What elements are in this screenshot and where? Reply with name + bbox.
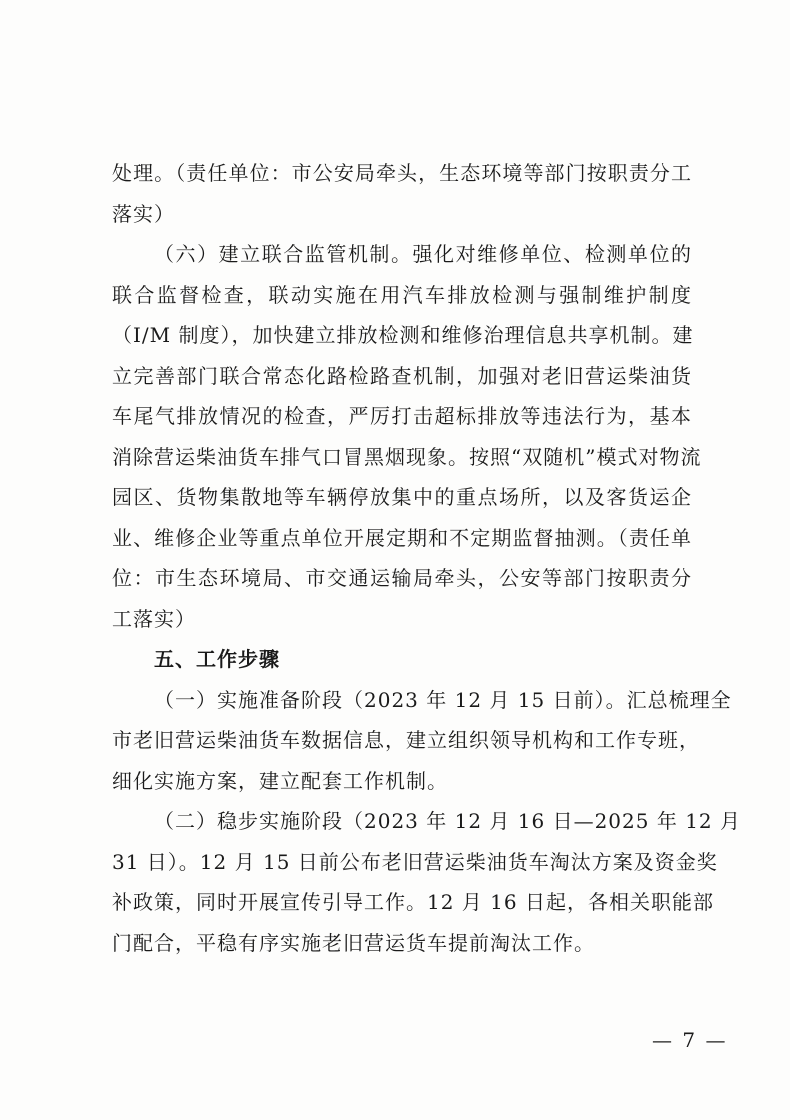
text-line: （I/M 制度），加快建立排放检测和维修治理信息共享机制。建 <box>112 323 694 347</box>
paragraph-responsibility-public-security <box>112 153 692 234</box>
section-heading <box>112 639 692 680</box>
text-line: 联合监督检查，联动实施在用汽车排放检测与强制维护制度 <box>112 282 692 307</box>
page-number: — 7 — <box>652 1028 728 1052</box>
paragraph-implementation-stage <box>112 801 742 963</box>
heading-work-steps: 五、工作步骤 <box>154 647 280 671</box>
text-line: 车尾气排放情况的检查，严厉打击超标排放等违法行为，基本 <box>112 404 692 428</box>
text-line: 园区、货物集散地等车辆停放集中的重点场所，以及客货运企 <box>112 485 692 509</box>
text-line: 处理。（责任单位：市公安局牵头，生态环境等部门按职责分工 <box>112 161 692 185</box>
text-line: 补政策，同时开展宣传引导工作。12 月 16 日起，各相关职能部 <box>112 890 714 914</box>
text-line: 31 日）。12 月 15 日前公布老旧营运柴油货车淘汰方案及资金奖 <box>112 849 718 874</box>
text-line: （六）建立联合监管机制。强化对维修单位、检测单位的 <box>154 242 692 266</box>
text-line: 立完善部门联合常态化路检路查机制，加强对老旧营运柴油货 <box>112 363 692 388</box>
text-line: 市老旧营运柴油货车数据信息，建立组织领导机构和工作专班， <box>112 728 700 752</box>
text-line: （一）实施准备阶段（2023 年 12 月 15 日前）。汇总梳理全 <box>154 687 732 712</box>
text-line: 落实） <box>112 201 175 226</box>
document-body <box>112 153 742 963</box>
text-line: 门配合，平稳有序实施老旧营运货车提前淘汰工作。 <box>112 930 595 955</box>
text-line: 消除营运柴油货车排气口冒黑烟现象。按照“双随机”模式对物流 <box>112 444 702 469</box>
paragraph-preparation-stage <box>112 680 732 802</box>
text-line: 业、维修企业等重点单位开展定期和不定期监督抽测。（责任单 <box>112 525 692 550</box>
text-line: 工落实） <box>112 606 196 631</box>
text-line: 位：市生态环境局、市交通运输局牵头，公安等部门按职责分 <box>112 566 692 590</box>
paragraph-joint-supervision <box>112 234 702 639</box>
text-line: 细化实施方案，建立配套工作机制。 <box>112 768 448 793</box>
text-line: （二）稳步实施阶段（2023 年 12 月 16 日—2025 年 12 月 <box>154 809 742 833</box>
